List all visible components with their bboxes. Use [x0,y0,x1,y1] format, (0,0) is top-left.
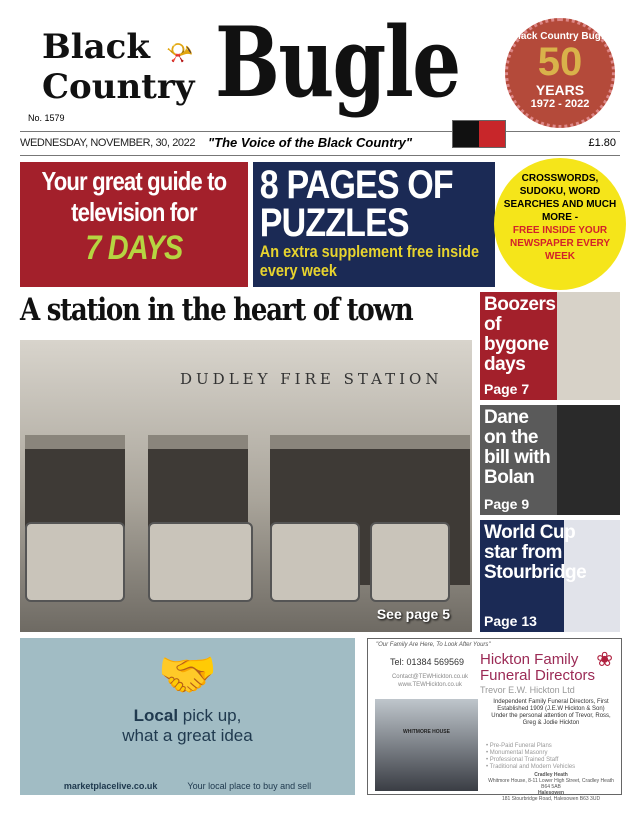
seal-range: 1972 - 2022 [530,98,590,110]
service-item: • Monumental Masonry [486,750,548,756]
photo-sign: DUDLEY FIRE STATION [180,370,443,388]
ad-tagline: "Our Family Are Here, To Look After Yours" [376,642,491,648]
masthead-country: Country [42,67,195,107]
price: £1.80 [588,137,616,149]
ad-name1: Hickton Family [480,651,579,668]
addr2-title: Halesowen [537,790,565,796]
teaser-page: Page 9 [484,496,530,512]
masthead-black: Black [42,27,150,67]
date: WEDNESDAY, NOVEMBER, 30, 2022 [20,137,196,149]
addr1-title: Cradley Heath [534,772,568,778]
badge-text: CROSSWORDS, SUDOKU, WORD SEARCHES AND MUCH MORE - [503,173,617,223]
seal-years: YEARS [535,82,585,98]
masthead-title: Bugle [215,6,460,119]
ad-site: marketplacelive.co.uk [63,781,158,791]
staff-photo [375,699,478,791]
teaser-bolan[interactable] [480,405,620,515]
ad-line2: what a great idea [122,726,253,745]
photo-sign: WHITMORE HOUSE [403,729,450,735]
rose-icon: ❀ [596,649,613,671]
service-item: • Professional Trained Staff [486,757,559,763]
promo-puzzle-badge[interactable] [494,158,626,290]
promo-puzzles-title: 8 PAGES OF PUZZLES [259,163,453,245]
issue-number: No. 1579 [28,113,65,123]
black-country-flag-icon [452,120,506,148]
ad-local: Local [133,706,179,725]
addr1: Whitmore House, 8-11 Lower High Street, Cradley Heath B64 5AB [488,778,614,790]
lead-headline[interactable]: A station in the heart of town [20,292,413,328]
ad-tagline: Your local place to buy and sell [187,781,312,791]
ad-name2: Funeral Directors [480,667,596,684]
divider [20,131,620,132]
service-item: • Pre-Paid Funeral Plans [486,743,552,749]
teaser-boozers[interactable] [480,292,620,400]
divider [20,155,620,156]
teaser-title: World Cup star from Stourbridge [484,522,587,583]
promo-puzzles[interactable] [253,162,495,287]
teaser-title: Boozers of bygone days [484,294,556,375]
ad-line1: pick up, [178,706,242,725]
promo-tv-days: 7 DAYS [85,229,183,267]
bugle-icon: 📯 [166,40,194,65]
seal-name: Black Country Bugle [510,31,610,42]
funeral-ad[interactable] [367,638,622,802]
ad-ltd: Trevor E.W. Hickton Ltd [480,685,575,695]
fire-station-photo[interactable] [20,340,472,632]
teaser-page: Page 13 [484,613,537,629]
promo-puzzles-sub: An extra supplement free inside every week [259,242,480,280]
ad-info2: Under the personal attention of Trevor, Ross, Greg & Jodie Hickton [491,713,611,726]
motto: "The Voice of the Black Country" [208,135,412,150]
seal-number: 50 [537,40,583,84]
teaser-world-cup[interactable] [480,520,620,632]
promo-tv-text: Your great guide to television for [41,166,227,227]
ad-email: Contact@TEWHickton.co.uk [391,674,469,680]
marketplace-ad[interactable] [20,638,355,795]
anniversary-seal [505,18,615,128]
handshake-icon: 🤝 [157,649,218,702]
ad-web: www.TEWHickton.co.uk [398,682,462,688]
badge-free: FREE INSIDE YOUR NEWSPAPER EVERY WEEK [509,225,611,262]
see-page-link[interactable]: See page 5 [376,606,450,622]
promo-tv-guide[interactable] [20,162,248,287]
ad-tel: Tel: 01384 569569 [390,657,465,667]
teaser-title: Dane on the bill with Bolan [484,407,551,488]
addr2: 181 Stourbridge Road, Halesowen B63 3UD [501,796,601,802]
service-item: • Traditional and Modern Vehicles [486,764,576,770]
teaser-page: Page 7 [484,381,530,397]
ad-info1: Independent Family Funeral Directors, First Established 1909 (J.E.W Hickton & Son) [493,699,609,712]
